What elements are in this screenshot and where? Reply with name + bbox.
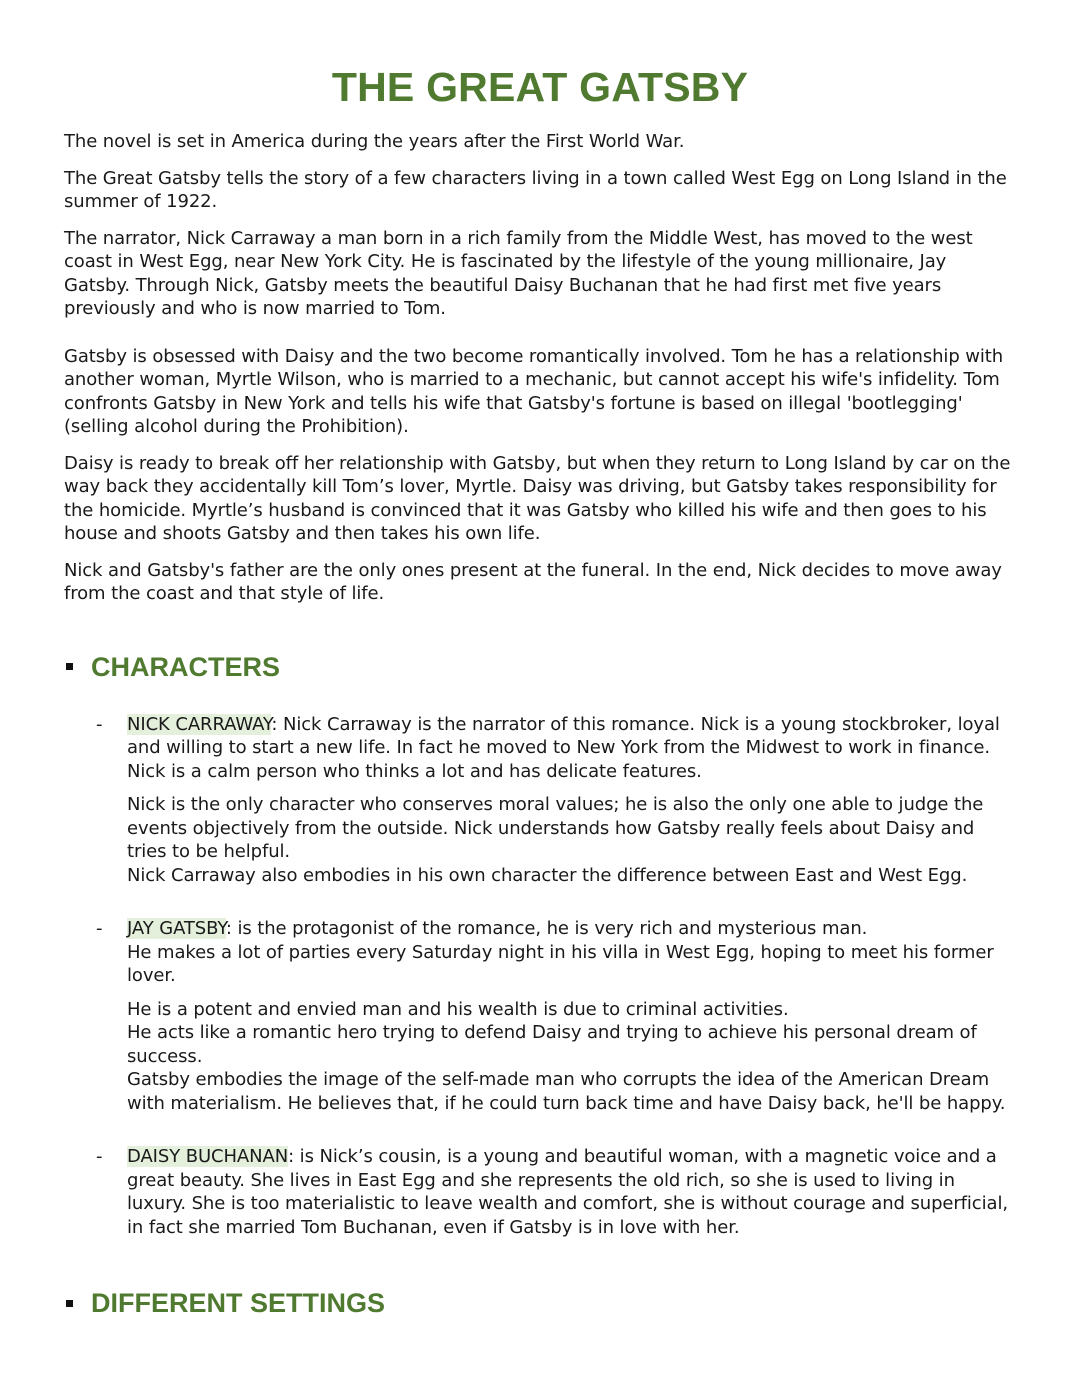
jay-name-highlight: JAY GATSBY (127, 918, 226, 939)
list-dash-marker: - (96, 918, 103, 939)
settings-heading-text: DIFFERENT SETTINGS (91, 1288, 386, 1318)
settings-heading (64, 1287, 1016, 1319)
nick-name-highlight: NICK CARRAWAY (127, 713, 272, 735)
intro-paragraph-narrator: The narrator, Nick Carraway a man born in a rich family from the Middle West, has moved to the west coast in West Egg, near New York City. He is fascinated by the lifestyle of the young millionaire, Jay Gatsby. Through Nick, Gatsby meets the beautiful Daisy Buchanan that he had first met five years previously and who is now married to Tom. (64, 227, 973, 319)
intro-paragraph-tragedy: Daisy is ready to break off her relationship with Gatsby, but when they return to Long Island by car on the way back they accidentally kill Tom’s lover, Myrtle. Daisy was driving, but Gatsby takes responsibility for the homicide. Myrtle’s husband is convinced that it was Gatsby who killed his wife and then goes to his house and shoots Gatsby and then takes his own life. (64, 452, 1011, 544)
character-nick (64, 713, 1016, 888)
character-jay (64, 917, 1016, 1115)
nick-values-text: Nick is the only character who conserves moral values; he is also the only one able to judge the events objectively from the outside. Nick understands how Gatsby really feels about Daisy and tries to be helpful. (127, 794, 984, 862)
daisy-description (127, 1145, 1016, 1239)
square-bullet-icon (66, 663, 73, 670)
jay-description (127, 917, 1016, 988)
nick-embodies-text: Nick Carraway also embodies in his own character the difference between East and West Egg. (127, 864, 968, 886)
intro-paragraph-obsession: Gatsby is obsessed with Daisy and the two become romantically involved. Tom he has a relationship with another woman, Myrtle Wilson, who is married to a mechanic, but cannot accept his wife's infidelity. Tom confronts Gatsby in New York and tells his wife that Gatsby's fortune is based on illegal 'bootlegging' (selling alcohol during the Prohibition). (64, 345, 1004, 437)
characters-list (64, 713, 1016, 1240)
list-dash-marker: - (96, 1146, 103, 1167)
square-bullet-icon (66, 1300, 73, 1307)
daisy-name-highlight: DAISY BUCHANAN (127, 1146, 289, 1167)
nick-text: : Nick Carraway is the narrator of this romance. Nick is a young stockbroker, loyal and willing to start a new life. In fact he moved to New York from the Midwest to work in finance. Nick is a calm person who thinks a lot and has delicate features. (127, 713, 1000, 782)
intro-paragraph-ending: Nick and Gatsby's father are the only ones present at the funeral. In the end, Nick decides to move away from the coast and that style of life. (64, 559, 1002, 604)
characters-heading (64, 651, 1016, 683)
intro-paragraph-setting: The novel is set in America during the years after the First World War. (64, 131, 685, 152)
jay-parties-text: He makes a lot of parties every Saturday night in his villa in West Egg, hoping to meet his former lover. (127, 941, 994, 986)
list-dash-marker: - (96, 713, 103, 735)
jay-details (127, 998, 1016, 1116)
character-daisy (64, 1145, 1016, 1239)
daisy-text: : is Nick’s cousin, is a young and beautiful woman, with a magnetic voice and a great beauty. She lives in East Egg and she represents the old rich, so she is used to living in luxury. She is too materialistic to leave wealth and comfort, she is without courage and superficial, in fact she married Tom Buchanan, even if Gatsby is in love with her. (127, 1146, 1008, 1238)
nick-description (127, 713, 1016, 784)
intro-section (64, 130, 1016, 606)
document-title: THE GREAT GATSBY (331, 64, 749, 110)
jay-wealth-text: He is a potent and envied man and his wealth is due to criminal activities. (127, 998, 789, 1020)
characters-heading-text: CHARACTERS (91, 651, 280, 682)
jay-text: : is the protagonist of the romance, he is very rich and mysterious man. (225, 918, 868, 939)
jay-dream-text: Gatsby embodies the image of the self-made man who corrupts the idea of the American Dream with materialism. He believes that, if he could turn back time and have Daisy back, he'll be happy. (127, 1069, 1006, 1114)
nick-values (127, 793, 1016, 887)
intro-paragraph-story: The Great Gatsby tells the story of a few characters living in a town called West Egg on Long Island in the summer of 1922. (64, 167, 1007, 212)
jay-hero-text: He acts like a romantic hero trying to defend Daisy and trying to achieve his personal dream of success. (127, 1022, 977, 1067)
